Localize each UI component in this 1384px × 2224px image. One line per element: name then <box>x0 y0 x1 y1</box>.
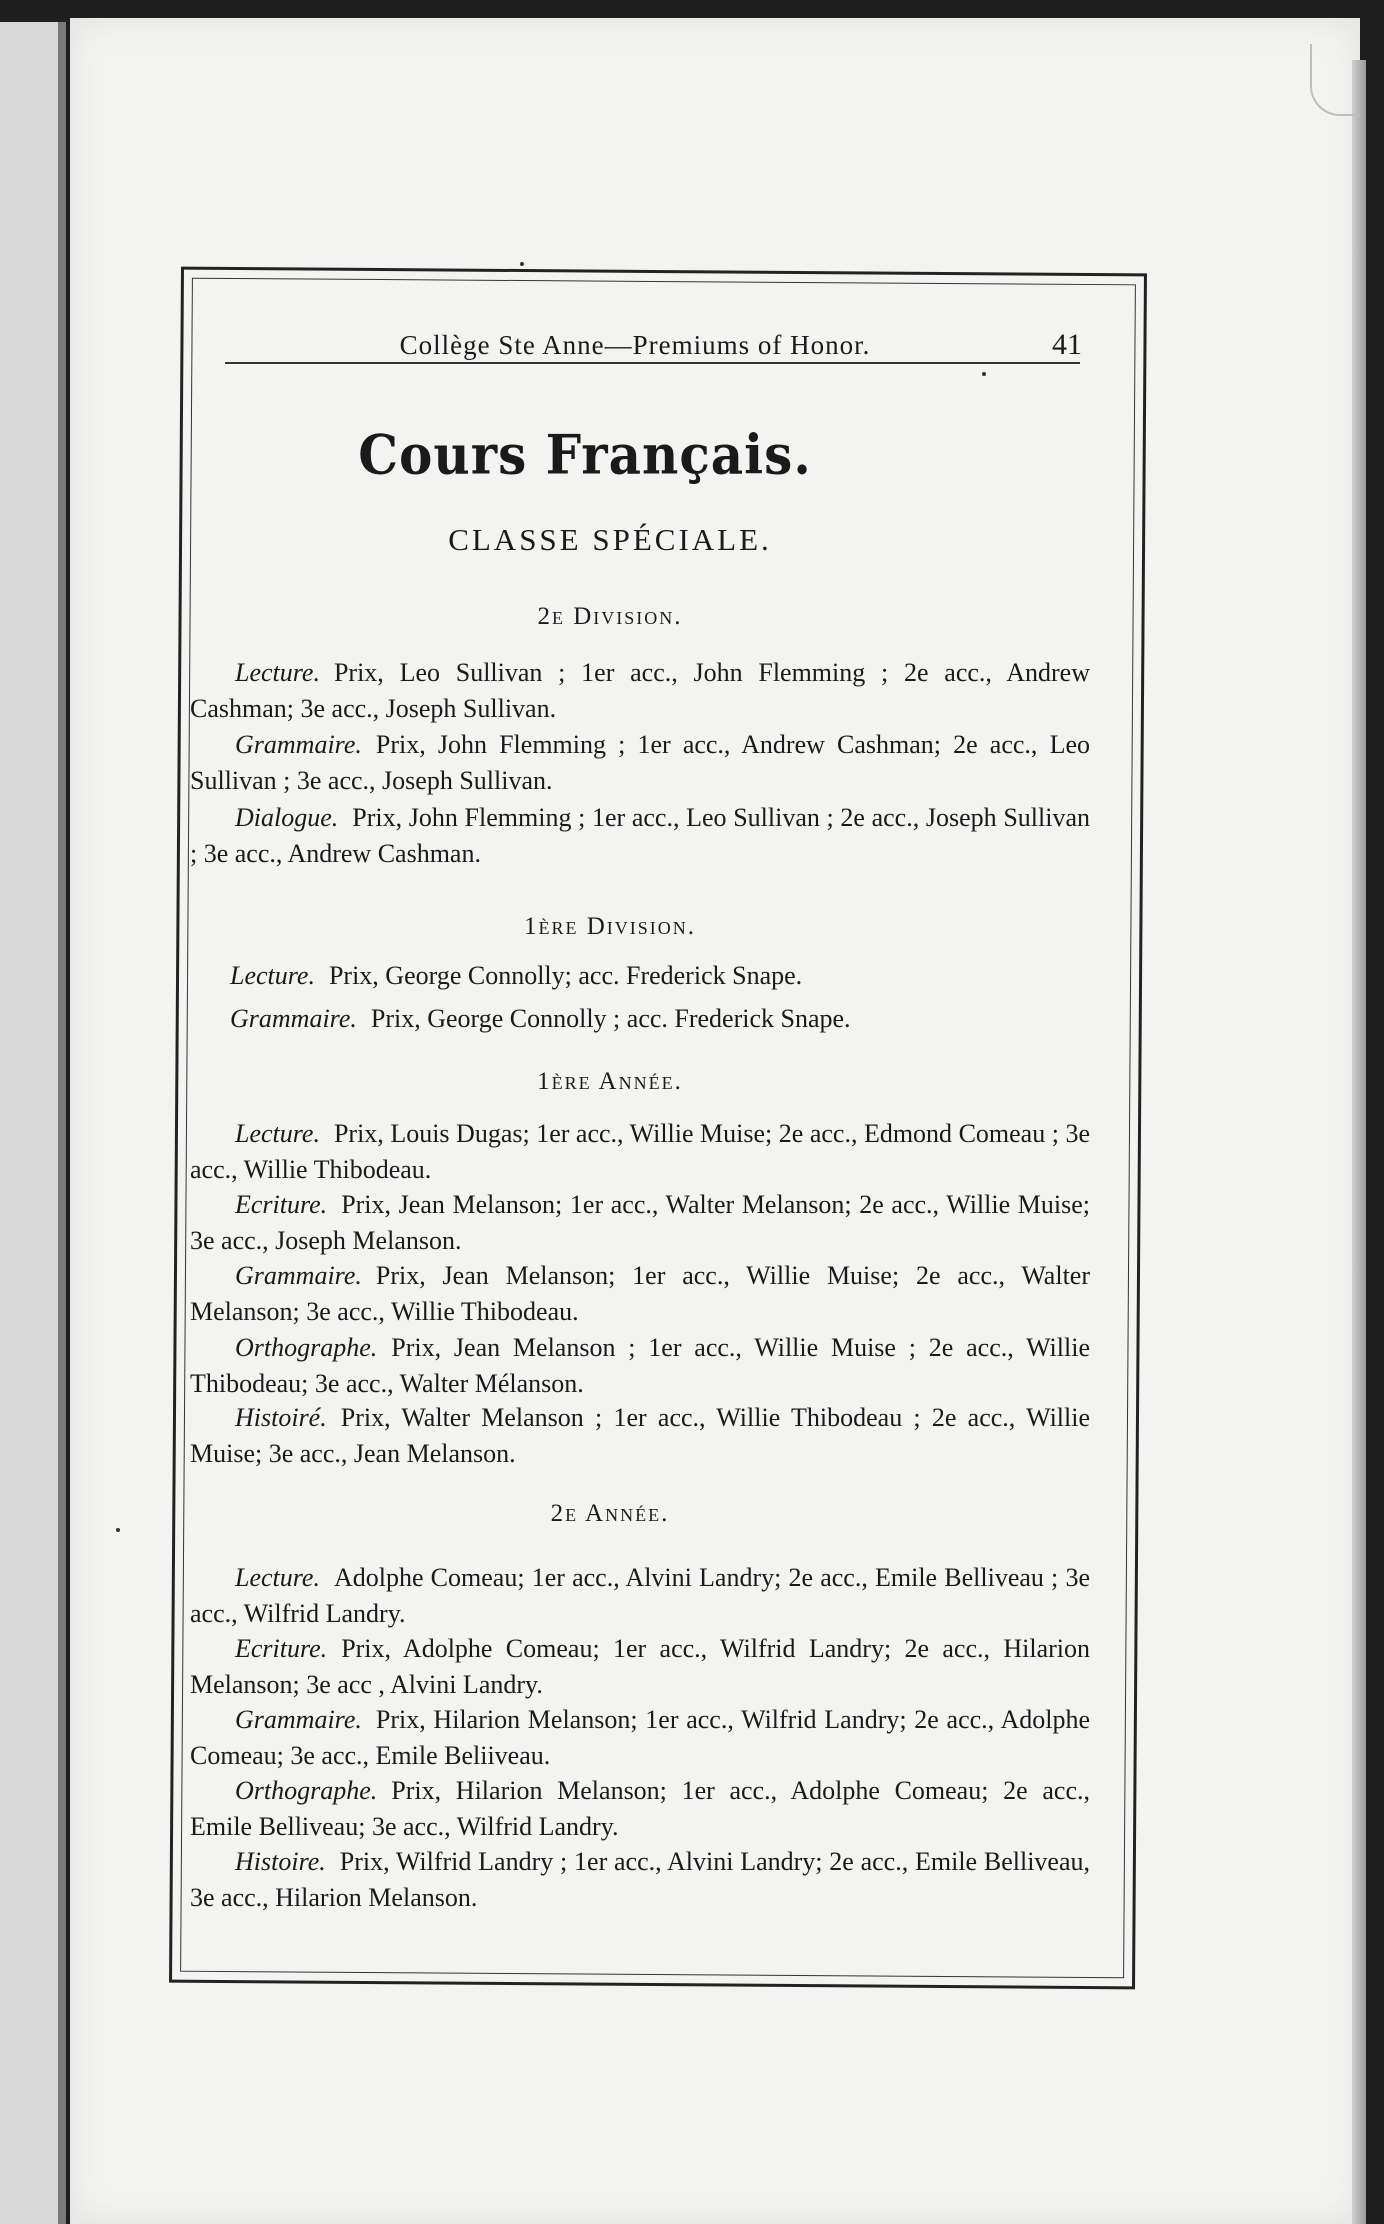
prize-entry <box>190 1330 1090 1402</box>
entry-text: Prix, Louis Dugas; 1er acc., Willie Muise; 2e acc., Edmond Comeau ; 3e acc., Willie Thibodeau. <box>190 1119 1090 1184</box>
entry-text: Prix, Hilarion Melanson; 1er acc., Wilfrid Landry; 2e acc., Adolphe Comeau; 3e acc., Emile Beliiveau. <box>190 1705 1090 1770</box>
entry-subject: Lecture. <box>235 1119 320 1148</box>
prize-entry <box>190 958 1090 994</box>
running-head: Collège Ste Anne—Premiums of Honor. <box>399 330 871 360</box>
entry-subject: Lecture. <box>235 1563 320 1592</box>
entry-text: Prix, Wilfrid Landry ; 1er acc., Alvini Landry; 2e acc., Emile Belliveau, 3e acc., Hilarion Melanson. <box>190 1847 1090 1912</box>
entry-text: Prix, George Connolly ; acc. Frederick Snape. <box>370 1004 851 1033</box>
subhead-2e-division: 2e Division. <box>537 603 683 630</box>
subhead-1ere-annee: 1ère Année. <box>537 1068 683 1095</box>
prize-entry <box>190 1773 1090 1845</box>
entry-text: Prix, John Flemming ; 1er acc., Andrew Cashman; 2e acc., Leo Sullivan ; 3e acc., Joseph Sullivan. <box>190 730 1090 795</box>
entry-text: Adolphe Comeau; 1er acc., Alvini Landry; 2e acc., Emile Belliveau ; 3e acc., Wilfrid Landry. <box>190 1563 1090 1628</box>
page-right-edge <box>1352 60 1366 2224</box>
entry-subject: Grammaire. <box>230 1004 357 1033</box>
print-speck <box>520 262 524 266</box>
entry-text: Prix, Jean Melanson ; 1er acc., Willie Muise ; 2e acc., Willie Thibodeau; 3e acc., Walter Mélanson. <box>190 1333 1090 1398</box>
subhead-2e-annee: 2e Année. <box>550 1500 670 1527</box>
section-title: Cours Français. <box>358 422 812 487</box>
entry-text: Prix, Hilarion Melanson; 1er acc., Adolphe Comeau; 2e acc., Emile Belliveau; 3e acc., Wilfrid Landry. <box>190 1776 1090 1841</box>
entry-subject: Histoiré. <box>235 1403 327 1432</box>
prize-entry <box>190 1631 1090 1703</box>
entry-subject: Orthographe. <box>235 1333 378 1362</box>
entry-text: Prix, George Connolly; acc. Frederick Snape. <box>328 961 803 990</box>
subhead-classe-speciale: CLASSE SPÉCIALE. <box>448 522 772 557</box>
entry-text: Prix, Walter Melanson ; 1er acc., Willie Thibodeau ; 2e acc., Willie Muise; 3e acc., Jean Melanson. <box>190 1403 1090 1468</box>
print-speck <box>116 1528 120 1532</box>
prize-entry <box>190 727 1090 799</box>
entry-subject: Lecture. <box>235 658 320 687</box>
prize-entry <box>190 800 1090 872</box>
prize-entry <box>190 1116 1090 1188</box>
entry-subject: Ecriture. <box>235 1190 328 1219</box>
subhead-1ere-division: 1ère Division. <box>523 913 697 940</box>
entry-subject: Dialogue. <box>235 803 339 832</box>
entry-subject: Histoire. <box>235 1847 326 1876</box>
prize-entry <box>190 1702 1090 1774</box>
prize-entry <box>190 1560 1090 1632</box>
entry-subject: Orthographe. <box>235 1776 378 1805</box>
print-speck <box>982 372 986 376</box>
prize-entry <box>190 1187 1090 1259</box>
page-number: 41 <box>1052 328 1082 361</box>
prize-entry <box>190 1400 1090 1472</box>
page-corner-fold <box>1310 44 1360 116</box>
prize-entry <box>190 655 1090 727</box>
entry-subject: Ecriture. <box>235 1634 328 1663</box>
left-page-shadow <box>58 22 66 2224</box>
entry-text: Prix, John Flemming ; 1er acc., Leo Sullivan ; 2e acc., Joseph Sullivan ; 3e acc., Andrew Cashman. <box>190 803 1090 868</box>
prize-entry <box>190 1844 1090 1916</box>
entry-subject: Grammaire. <box>235 1261 362 1290</box>
entry-text: Prix, Jean Melanson; 1er acc., Walter Melanson; 2e acc., Willie Muise; 3e acc., Joseph Melanson. <box>190 1190 1090 1255</box>
entry-subject: Grammaire. <box>235 1705 362 1734</box>
prize-entry <box>190 1001 1090 1037</box>
left-page-edge-background <box>0 22 66 2224</box>
prize-entry <box>190 1258 1090 1330</box>
header-rule <box>225 362 1080 364</box>
entry-text: Prix, Leo Sullivan ; 1er acc., John Flemming ; 2e acc., Andrew Cashman; 3e acc., Joseph Sullivan. <box>190 658 1090 723</box>
entry-text: Prix, Adolphe Comeau; 1er acc., Wilfrid Landry; 2e acc., Hilarion Melanson; 3e acc , Alvini Landry. <box>190 1634 1090 1699</box>
entry-text: Prix, Jean Melanson; 1er acc., Willie Muise; 2e acc., Walter Melanson; 3e acc., Willie Thibodeau. <box>190 1261 1090 1326</box>
entry-subject: Grammaire. <box>235 730 362 759</box>
entry-subject: Lecture. <box>230 961 315 990</box>
